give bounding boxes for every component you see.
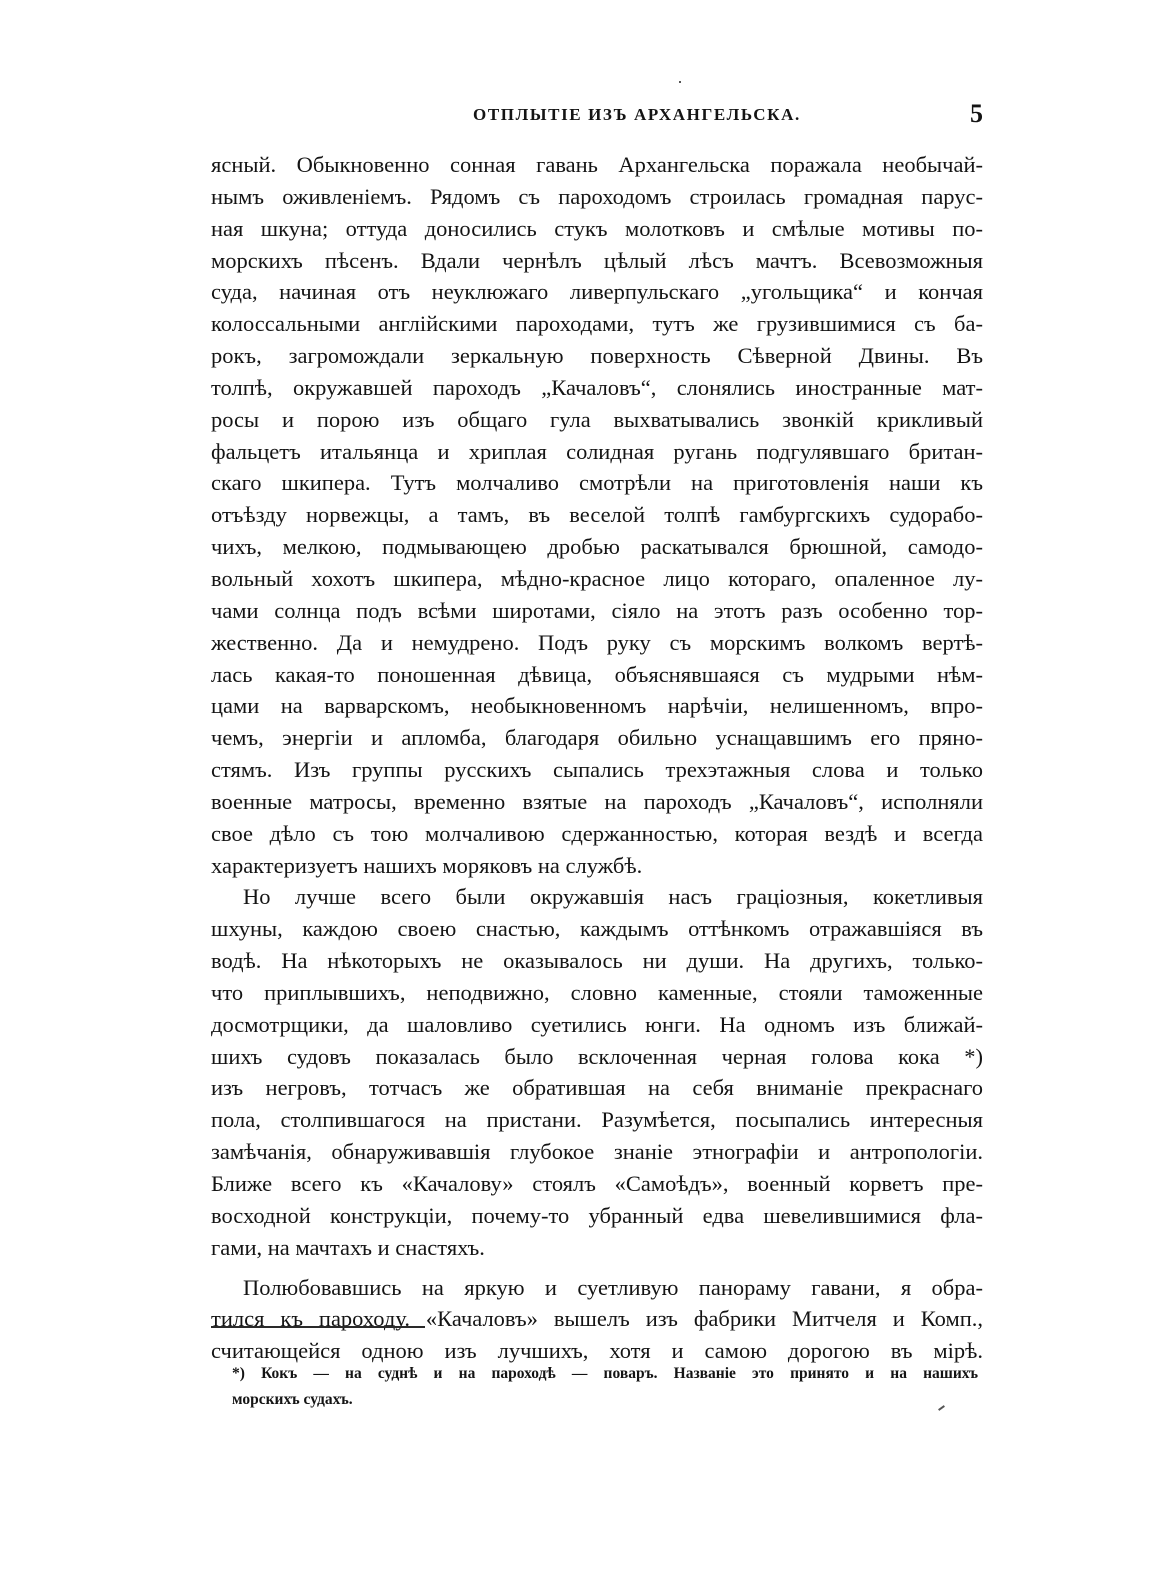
text-line: чемъ, энергіи и апломба, благодаря обильно уснащавшимъ его пряно- — [211, 725, 983, 751]
text-line: колоссальными англійскими пароходами, тутъ же грузившимися съ ба- — [211, 311, 983, 337]
text-line: нымъ оживленіемъ. Рядомъ съ пароходомъ строилась громадная парус- — [211, 183, 983, 209]
text-line: пола, столпившагося на пристани. Разумѣется, посыпались интересныя — [211, 1107, 983, 1133]
text-line: Ближе всего къ «Качалову» стоялъ «Самоѣдъ», военный корветъ пре- — [211, 1171, 983, 1196]
text-line: росы и порою изъ общаго гула выхватывались звонкій крикливый — [211, 406, 983, 432]
text-line: фальцетъ итальянца и хриплая солидная ругань подгулявшаго британ- — [211, 438, 983, 464]
text-line: цами на варварскомъ, необыкновенномъ нарѣчіи, нелишенномъ, впро- — [211, 693, 983, 719]
text-line: жественно. Да и немудрено. Подъ руку съ морскимъ волкомъ вертѣ- — [211, 629, 983, 655]
text-line: Но лучше всего были окружавшія насъ граціозныя, кокетливыя — [243, 884, 983, 910]
text-line: суда, начиная отъ неуклюжаго ливерпульскаго „угольщика“ и кончая — [211, 279, 983, 305]
text-line: что приплывшихъ, неподвижно, словно каменные, стояли таможенные — [211, 979, 983, 1005]
footnote — [232, 1361, 978, 1413]
text-line: чами солнца подъ всѣми широтами, сіяло на этотъ разъ особенно тор- — [211, 597, 983, 623]
text-line: военные матросы, временно взятые на пароходъ „Качаловъ“, исполняли — [211, 788, 983, 814]
text-line: ясный. Обыкновенно сонная гавань Архангельска поражала необычай- — [211, 152, 983, 177]
text-line: изъ негровъ, тотчасъ же обратившая на себя вниманіе прекраснаго — [211, 1075, 983, 1101]
print-speck — [679, 81, 681, 83]
text-line: гами, на мачтахъ и снастяхъ. — [211, 1234, 485, 1260]
body-text — [211, 149, 983, 1367]
paragraph-gap — [211, 1264, 983, 1272]
text-line: вольный хохотъ шкипера, мѣдно-красное лицо котораго, опаленное лу- — [211, 565, 983, 591]
text-line: чихъ, мелкою, подмывающею дробью раскатывался брюшной, самодо- — [211, 534, 983, 560]
footnote-divider — [211, 1326, 425, 1328]
text-line: Полюбовавшись на яркую и суетливую панораму гавани, я обра- — [243, 1274, 983, 1300]
text-line: шхуны, каждою своею снастью, каждымъ оттѣнкомъ отражавшіяся въ — [211, 916, 983, 942]
text-line: толпѣ, окружавшей пароходъ „Качаловъ“, слонялись иностранные мат- — [211, 374, 983, 400]
text-line: стямъ. Изъ группы русскихъ сыпались трехэтажныя слова и только — [211, 757, 983, 783]
text-line: свое дѣло съ тою молчаливою сдержанностью, которая вездѣ и всегда — [211, 820, 983, 846]
text-line: водѣ. На нѣкоторыхъ не оказывалось ни души. На другихъ, только- — [211, 948, 983, 974]
text-line: скаго шкипера. Тутъ молчаливо смотрѣли на приготовленія наши къ — [211, 470, 983, 496]
footnote-line: морскихъ судахъ. — [232, 1391, 353, 1408]
text-line: тился къ пароходу. «Качаловъ» вышелъ изъ фабрики Митчеля и Комп., — [211, 1306, 983, 1332]
text-line: восходной конструкціи, почему-то убранный едва шевелившимися фла- — [211, 1202, 983, 1228]
running-title: ОТПЛЫТІЕ ИЗЪ АРХАНГЕЛЬСКА. — [473, 105, 801, 124]
footnote-line: *) Кокъ — на суднѣ и на пароходѣ — поваръ. Названіе это принято и на нашихъ — [232, 1365, 978, 1382]
page-number: 5 — [970, 99, 983, 128]
text-line: рокъ, загромождали зеркальную поверхность Сѣверной Двины. Въ — [211, 343, 983, 369]
text-line: характеризуетъ нашихъ моряковъ на службѣ. — [211, 852, 643, 878]
text-line: ная шкуна; оттуда доносились стукъ молотковъ и смѣлые мотивы по- — [211, 215, 983, 241]
text-line: досмотрщики, да шаловливо суетились юнги. На одномъ изъ ближай- — [211, 1011, 983, 1037]
text-line: лась какая-то поношенная дѣвица, объяснявшаяся съ мудрыми нѣм- — [211, 661, 983, 687]
text-line: считающейся одною изъ лучшихъ, хотя и самою дорогою въ мірѣ. — [211, 1338, 983, 1364]
text-line: замѣчанія, обнаруживавшія глубокое знаніе этнографіи и антропологіи. — [211, 1139, 983, 1165]
text-line: отъѣзду норвежцы, а тамъ, въ веселой толпѣ гамбургскихъ судорабо- — [211, 502, 983, 528]
running-header — [211, 99, 983, 133]
text-line: шихъ судовъ показалась было всклоченная черная голова кока *) — [211, 1043, 983, 1069]
text-line: морскихъ пѣсенъ. Вдали чернѣлъ цѣлый лѣсъ мачтъ. Всевозможныя — [211, 247, 983, 273]
